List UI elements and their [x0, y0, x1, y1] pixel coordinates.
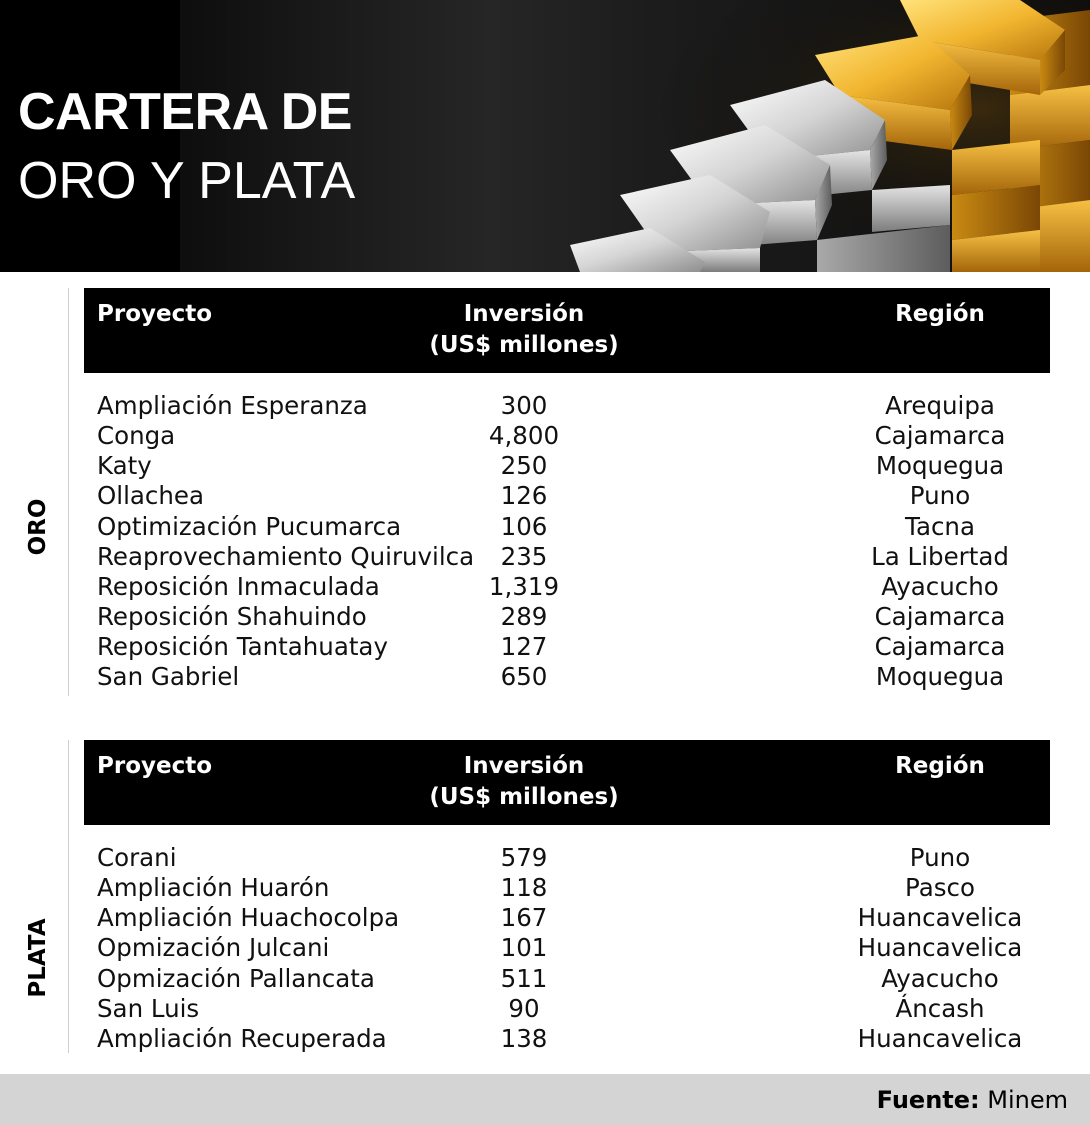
column-header-inversion: Inversión (US$ millones)	[429, 753, 619, 810]
table-row	[84, 662, 1050, 692]
cell-region: Huancavelica	[857, 933, 1023, 963]
plata-table-body	[84, 843, 1050, 1054]
cell-inversion: 300	[500, 391, 548, 420]
cell-inversion: 579	[500, 843, 548, 872]
table-row	[84, 632, 1050, 662]
cell-region: Ayacucho	[881, 571, 999, 601]
column-header-proyecto: Proyecto	[97, 301, 213, 327]
cell-inversion: 106	[500, 511, 548, 541]
cell-proyecto: Reaprovechamiento Quiruvilca	[97, 541, 475, 571]
cell-region: Huancavelica	[857, 903, 1023, 933]
cell-region: La Libertad	[871, 541, 1009, 571]
source-value: Minem	[987, 1086, 1068, 1114]
cell-proyecto: Ampliación Esperanza	[97, 391, 368, 420]
plata-divider-line	[68, 740, 69, 1053]
cell-inversion: 101	[500, 933, 548, 963]
table-row	[84, 933, 1050, 963]
cell-region: Moquegua	[875, 451, 1005, 481]
footer	[0, 1074, 1090, 1125]
cell-proyecto: Reposición Shahuindo	[97, 601, 367, 631]
cell-proyecto: Ollachea	[97, 481, 204, 511]
table-row	[84, 451, 1050, 481]
table-row	[84, 512, 1050, 542]
table-row	[84, 903, 1050, 933]
oro-divider-line	[68, 288, 69, 696]
table-row	[84, 421, 1050, 451]
cell-region: Pasco	[905, 873, 975, 903]
table-row	[84, 542, 1050, 572]
cell-proyecto: Corani	[97, 843, 177, 872]
cell-region: Puno	[909, 843, 971, 872]
cell-proyecto: Opmización Julcani	[97, 933, 330, 963]
oro-table-body	[84, 391, 1050, 692]
cell-inversion: 167	[500, 903, 548, 933]
cell-inversion: 235	[500, 541, 548, 571]
cell-proyecto: Opmización Pallancata	[97, 963, 375, 993]
cell-inversion: 511	[500, 963, 548, 993]
cell-region: Arequipa	[885, 391, 995, 420]
cell-region: Cajamarca	[874, 632, 1006, 662]
cell-proyecto: Conga	[97, 421, 176, 451]
cell-inversion: 1,319	[488, 571, 560, 601]
cell-inversion: 138	[500, 1023, 548, 1053]
cell-proyecto: Ampliación Huachocolpa	[97, 903, 400, 933]
cell-inversion: 126	[500, 481, 548, 511]
cell-inversion: 650	[500, 662, 548, 692]
cell-inversion: 289	[500, 601, 548, 631]
table-row	[84, 391, 1050, 421]
cell-region: Ayacucho	[881, 963, 999, 993]
cell-proyecto: Ampliación Huarón	[97, 873, 330, 903]
cell-proyecto: Reposición Tantahuatay	[97, 632, 388, 662]
column-header-proyecto: Proyecto	[97, 753, 213, 779]
cell-inversion: 250	[500, 451, 548, 481]
cell-proyecto: Reposición Inmaculada	[97, 571, 380, 601]
cell-region: Cajamarca	[874, 601, 1006, 631]
table-row	[84, 964, 1050, 994]
table-row	[84, 1024, 1050, 1054]
table-row	[84, 994, 1050, 1024]
table-row	[84, 572, 1050, 602]
cell-region: Tacna	[905, 511, 975, 541]
cell-region: Cajamarca	[874, 421, 1006, 451]
gold-silver-bars-image	[540, 0, 1090, 272]
cell-region: Huancavelica	[857, 1023, 1023, 1053]
table-row	[84, 843, 1050, 873]
oro-table-header	[84, 288, 1050, 373]
cell-inversion: 4,800	[488, 421, 560, 451]
table-row	[84, 602, 1050, 632]
cell-region: Moquegua	[875, 662, 1005, 692]
table-row	[84, 873, 1050, 903]
column-header-inversion: Inversión (US$ millones)	[429, 301, 619, 358]
column-header-region: Región	[895, 753, 985, 779]
source-note	[877, 1084, 1068, 1116]
cell-proyecto: Katy	[97, 451, 152, 481]
cell-region: Puno	[909, 481, 971, 511]
page-subtitle: ORO Y PLATA	[18, 152, 356, 210]
cell-inversion: 118	[500, 873, 548, 903]
header-banner	[0, 0, 1090, 272]
cell-region: Áncash	[895, 993, 985, 1023]
page-title: CARTERA DE	[18, 83, 352, 141]
table-row	[84, 481, 1050, 511]
cell-proyecto: Ampliación Recuperada	[97, 1023, 387, 1053]
cell-proyecto: Optimización Pucumarca	[97, 511, 402, 541]
source-label: Fuente:	[876, 1086, 980, 1114]
plata-table-header	[84, 740, 1050, 825]
column-header-region: Región	[895, 301, 985, 327]
cell-proyecto: San Luis	[97, 993, 200, 1023]
cell-inversion: 90	[508, 993, 540, 1023]
cell-inversion: 127	[500, 632, 548, 662]
cell-proyecto: San Gabriel	[97, 662, 240, 692]
